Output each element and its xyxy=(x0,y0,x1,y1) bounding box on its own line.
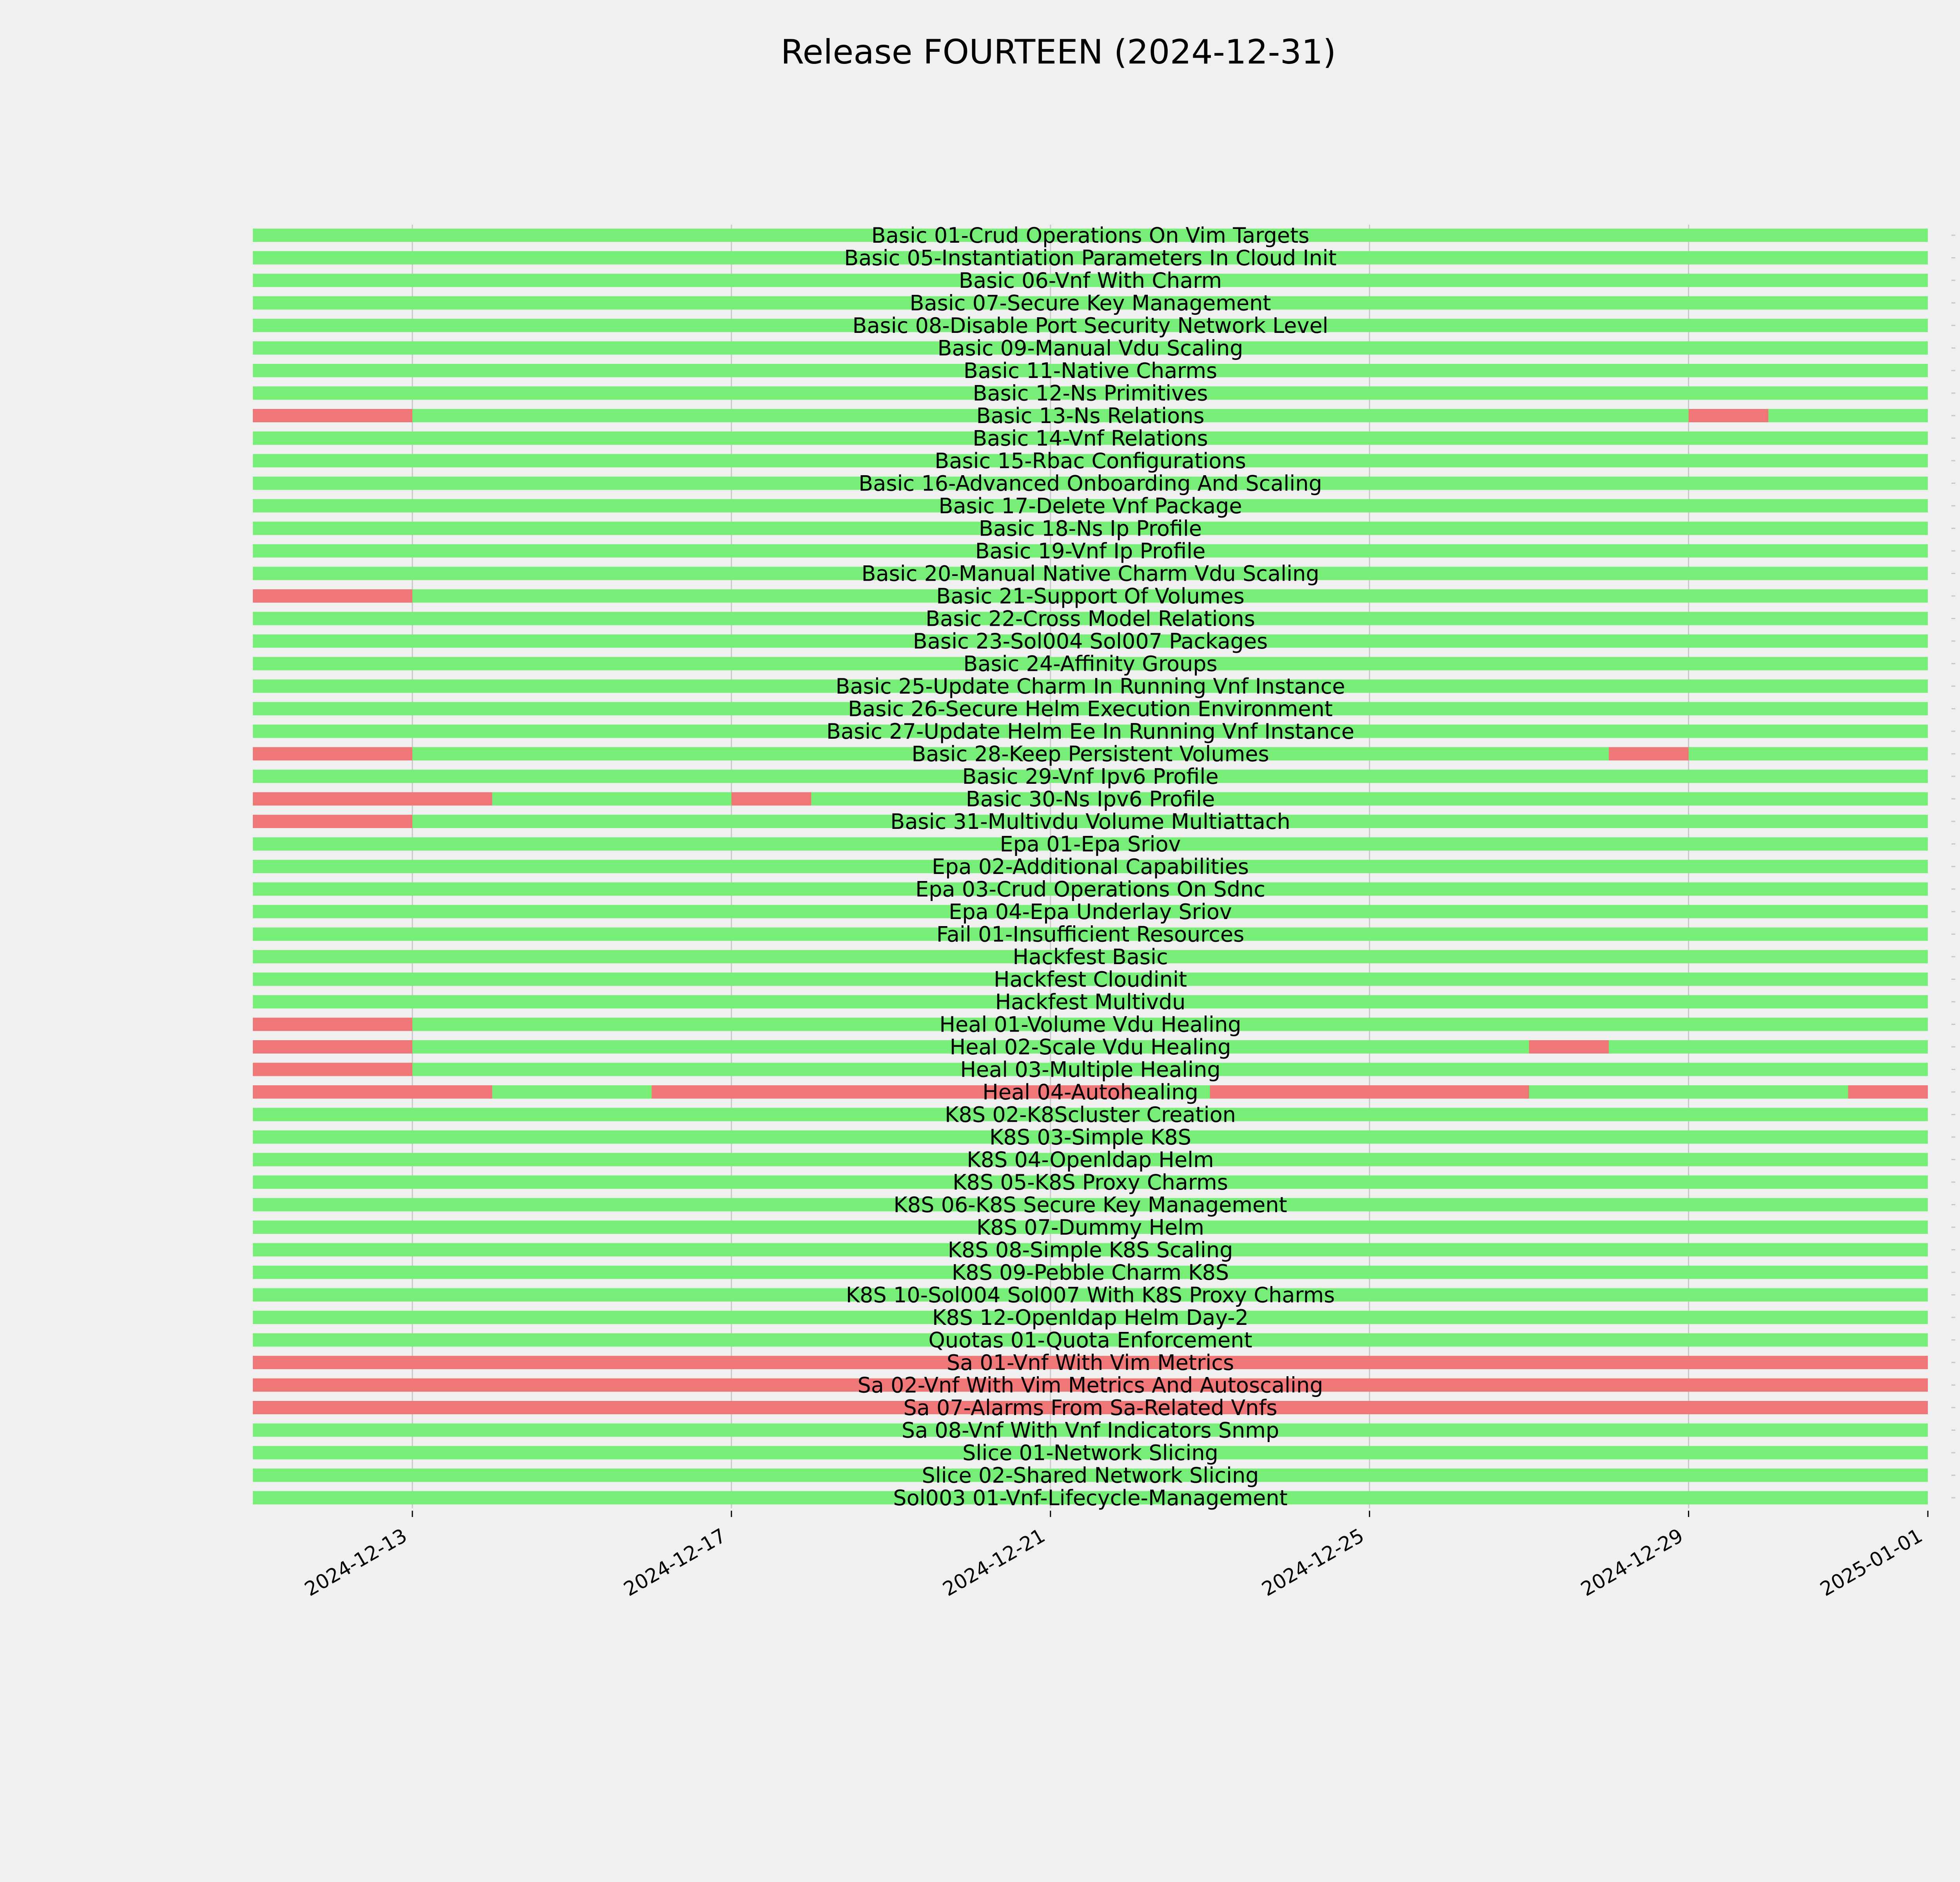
row-label: Basic 19-Vnf Ip Profile xyxy=(975,539,1206,563)
row-label: Basic 05-Instantiation Parameters In Cloud Init xyxy=(844,245,1337,271)
fail-bar xyxy=(253,1018,412,1031)
row-label: Basic 28-Keep Persistent Volumes xyxy=(911,741,1269,767)
row-label: K8S 06-K8S Secure Key Management xyxy=(893,1192,1287,1217)
row-label: K8S 09-Pebble Charm K8S xyxy=(951,1260,1229,1285)
fail-bar xyxy=(253,1063,412,1076)
row-label: K8S 10-Sol004 Sol007 With K8S Proxy Charms xyxy=(846,1283,1335,1308)
row-label: Basic 20-Manual Native Charm Vdu Scaling xyxy=(861,561,1319,586)
x-tick-label: 2025-01-01 xyxy=(1816,1524,1926,1601)
row-label: Basic 16-Advanced Onboarding And Scaling xyxy=(858,471,1322,496)
row-label: Sa 08-Vnf With Vnf Indicators Snmp xyxy=(901,1418,1279,1443)
row-label: Basic 18-Ns Ip Profile xyxy=(978,516,1202,541)
row-label: Heal 02-Scale Vdu Healing xyxy=(949,1035,1231,1059)
fail-bar xyxy=(253,1040,412,1054)
row-label: Basic 01-Crud Operations On Vim Targets xyxy=(871,223,1310,248)
row-label: Hackfest Basic xyxy=(1013,945,1168,969)
row-label: Sol003 01-Vnf-Lifecycle-Management xyxy=(893,1486,1288,1510)
row-label: K8S 08-Simple K8S Scaling xyxy=(947,1237,1233,1263)
fail-bar xyxy=(253,815,412,828)
row-label: Basic 11-Native Charms xyxy=(963,358,1218,383)
row-label: Basic 09-Manual Vdu Scaling xyxy=(937,336,1243,361)
row-label: K8S 07-Dummy Helm xyxy=(976,1215,1204,1240)
row-label: Basic 25-Update Charm In Running Vnf Instance xyxy=(835,674,1345,699)
row-label: Quotas 01-Quota Enforcement xyxy=(928,1328,1252,1353)
row-label: Sa 02-Vnf With Vim Metrics And Autoscaling xyxy=(857,1373,1323,1398)
x-tick-label: 2024-12-21 xyxy=(939,1524,1049,1601)
row-label: Basic 26-Secure Helm Execution Environment xyxy=(848,696,1333,721)
row-label: K8S 03-Simple K8S xyxy=(989,1125,1192,1150)
row-label: Heal 01-Volume Vdu Healing xyxy=(939,1012,1241,1037)
row-label: Heal 04-Autohealing xyxy=(982,1080,1198,1104)
row-label: Basic 06-Vnf With Charm xyxy=(958,268,1222,293)
fail-bar xyxy=(253,589,412,603)
fail-bar xyxy=(253,747,412,761)
row-label: Basic 15-Rbac Configurations xyxy=(935,449,1246,473)
row-label: K8S 12-Openldap Helm Day-2 xyxy=(932,1305,1249,1330)
row-label: Sa 07-Alarms From Sa-Related Vnfs xyxy=(903,1395,1278,1420)
row-label: Epa 01-Epa Sriov xyxy=(1000,832,1181,857)
fail-bar xyxy=(1609,747,1688,761)
row-label: Basic 24-Affinity Groups xyxy=(963,651,1218,676)
row-label: Slice 01-Network Slicing xyxy=(962,1441,1218,1465)
x-tick-label: 2024-12-13 xyxy=(301,1524,411,1601)
row-label: Heal 03-Multiple Healing xyxy=(960,1057,1221,1082)
row-label: K8S 02-K8Scluster Creation xyxy=(945,1102,1236,1127)
fail-bar xyxy=(1210,1085,1529,1099)
row-label: K8S 04-Openldap Helm xyxy=(967,1147,1214,1172)
fail-bar xyxy=(1848,1085,1928,1099)
fail-bar xyxy=(1529,1040,1609,1054)
fail-bar xyxy=(253,1085,492,1099)
row-label: Epa 03-Crud Operations On Sdnc xyxy=(915,877,1265,902)
x-tick-label: 2024-12-29 xyxy=(1577,1524,1687,1601)
row-label: Basic 07-Secure Key Management xyxy=(909,291,1271,316)
fail-bar xyxy=(731,792,811,806)
chart-title: Release FOURTEEN (2024-12-31) xyxy=(780,33,1336,72)
row-label: Basic 23-Sol004 Sol007 Packages xyxy=(913,629,1268,654)
row-label: Basic 27-Update Helm Ee In Running Vnf Instance xyxy=(826,719,1354,744)
row-label: Basic 29-Vnf Ipv6 Profile xyxy=(962,764,1219,789)
row-label: Epa 02-Additional Capabilities xyxy=(932,854,1249,879)
row-label: Basic 21-Support Of Volumes xyxy=(936,584,1245,609)
row-label: Basic 13-Ns Relations xyxy=(976,403,1205,428)
row-label: Basic 08-Disable Port Security Network Level xyxy=(852,313,1328,338)
x-tick-label: 2024-12-25 xyxy=(1258,1524,1368,1601)
fail-bar xyxy=(253,792,492,806)
row-label: Basic 12-Ns Primitives xyxy=(973,381,1208,406)
row-label: Epa 04-Epa Underlay Sriov xyxy=(949,899,1232,924)
row-label: Basic 22-Cross Model Relations xyxy=(926,606,1255,631)
x-tick-label: 2024-12-17 xyxy=(620,1524,730,1601)
row-label: Basic 14-Vnf Relations xyxy=(973,426,1208,451)
row-label: Hackfest Multivdu xyxy=(995,990,1186,1014)
row-label: Basic 31-Multivdu Volume Multiattach xyxy=(890,809,1290,834)
row-label: Hackfest Cloudinit xyxy=(993,967,1187,992)
row-label: Fail 01-Insufficient Resources xyxy=(936,922,1245,947)
row-label: Sa 01-Vnf With Vim Metrics xyxy=(946,1350,1234,1375)
fail-bar xyxy=(253,409,412,422)
row-label: Basic 30-Ns Ipv6 Profile xyxy=(965,787,1215,812)
row-label: Slice 02-Shared Network Slicing xyxy=(922,1463,1259,1488)
row-label: K8S 05-K8S Proxy Charms xyxy=(953,1170,1228,1195)
fail-bar xyxy=(1689,409,1768,422)
row-label: Basic 17-Delete Vnf Package xyxy=(938,494,1242,518)
